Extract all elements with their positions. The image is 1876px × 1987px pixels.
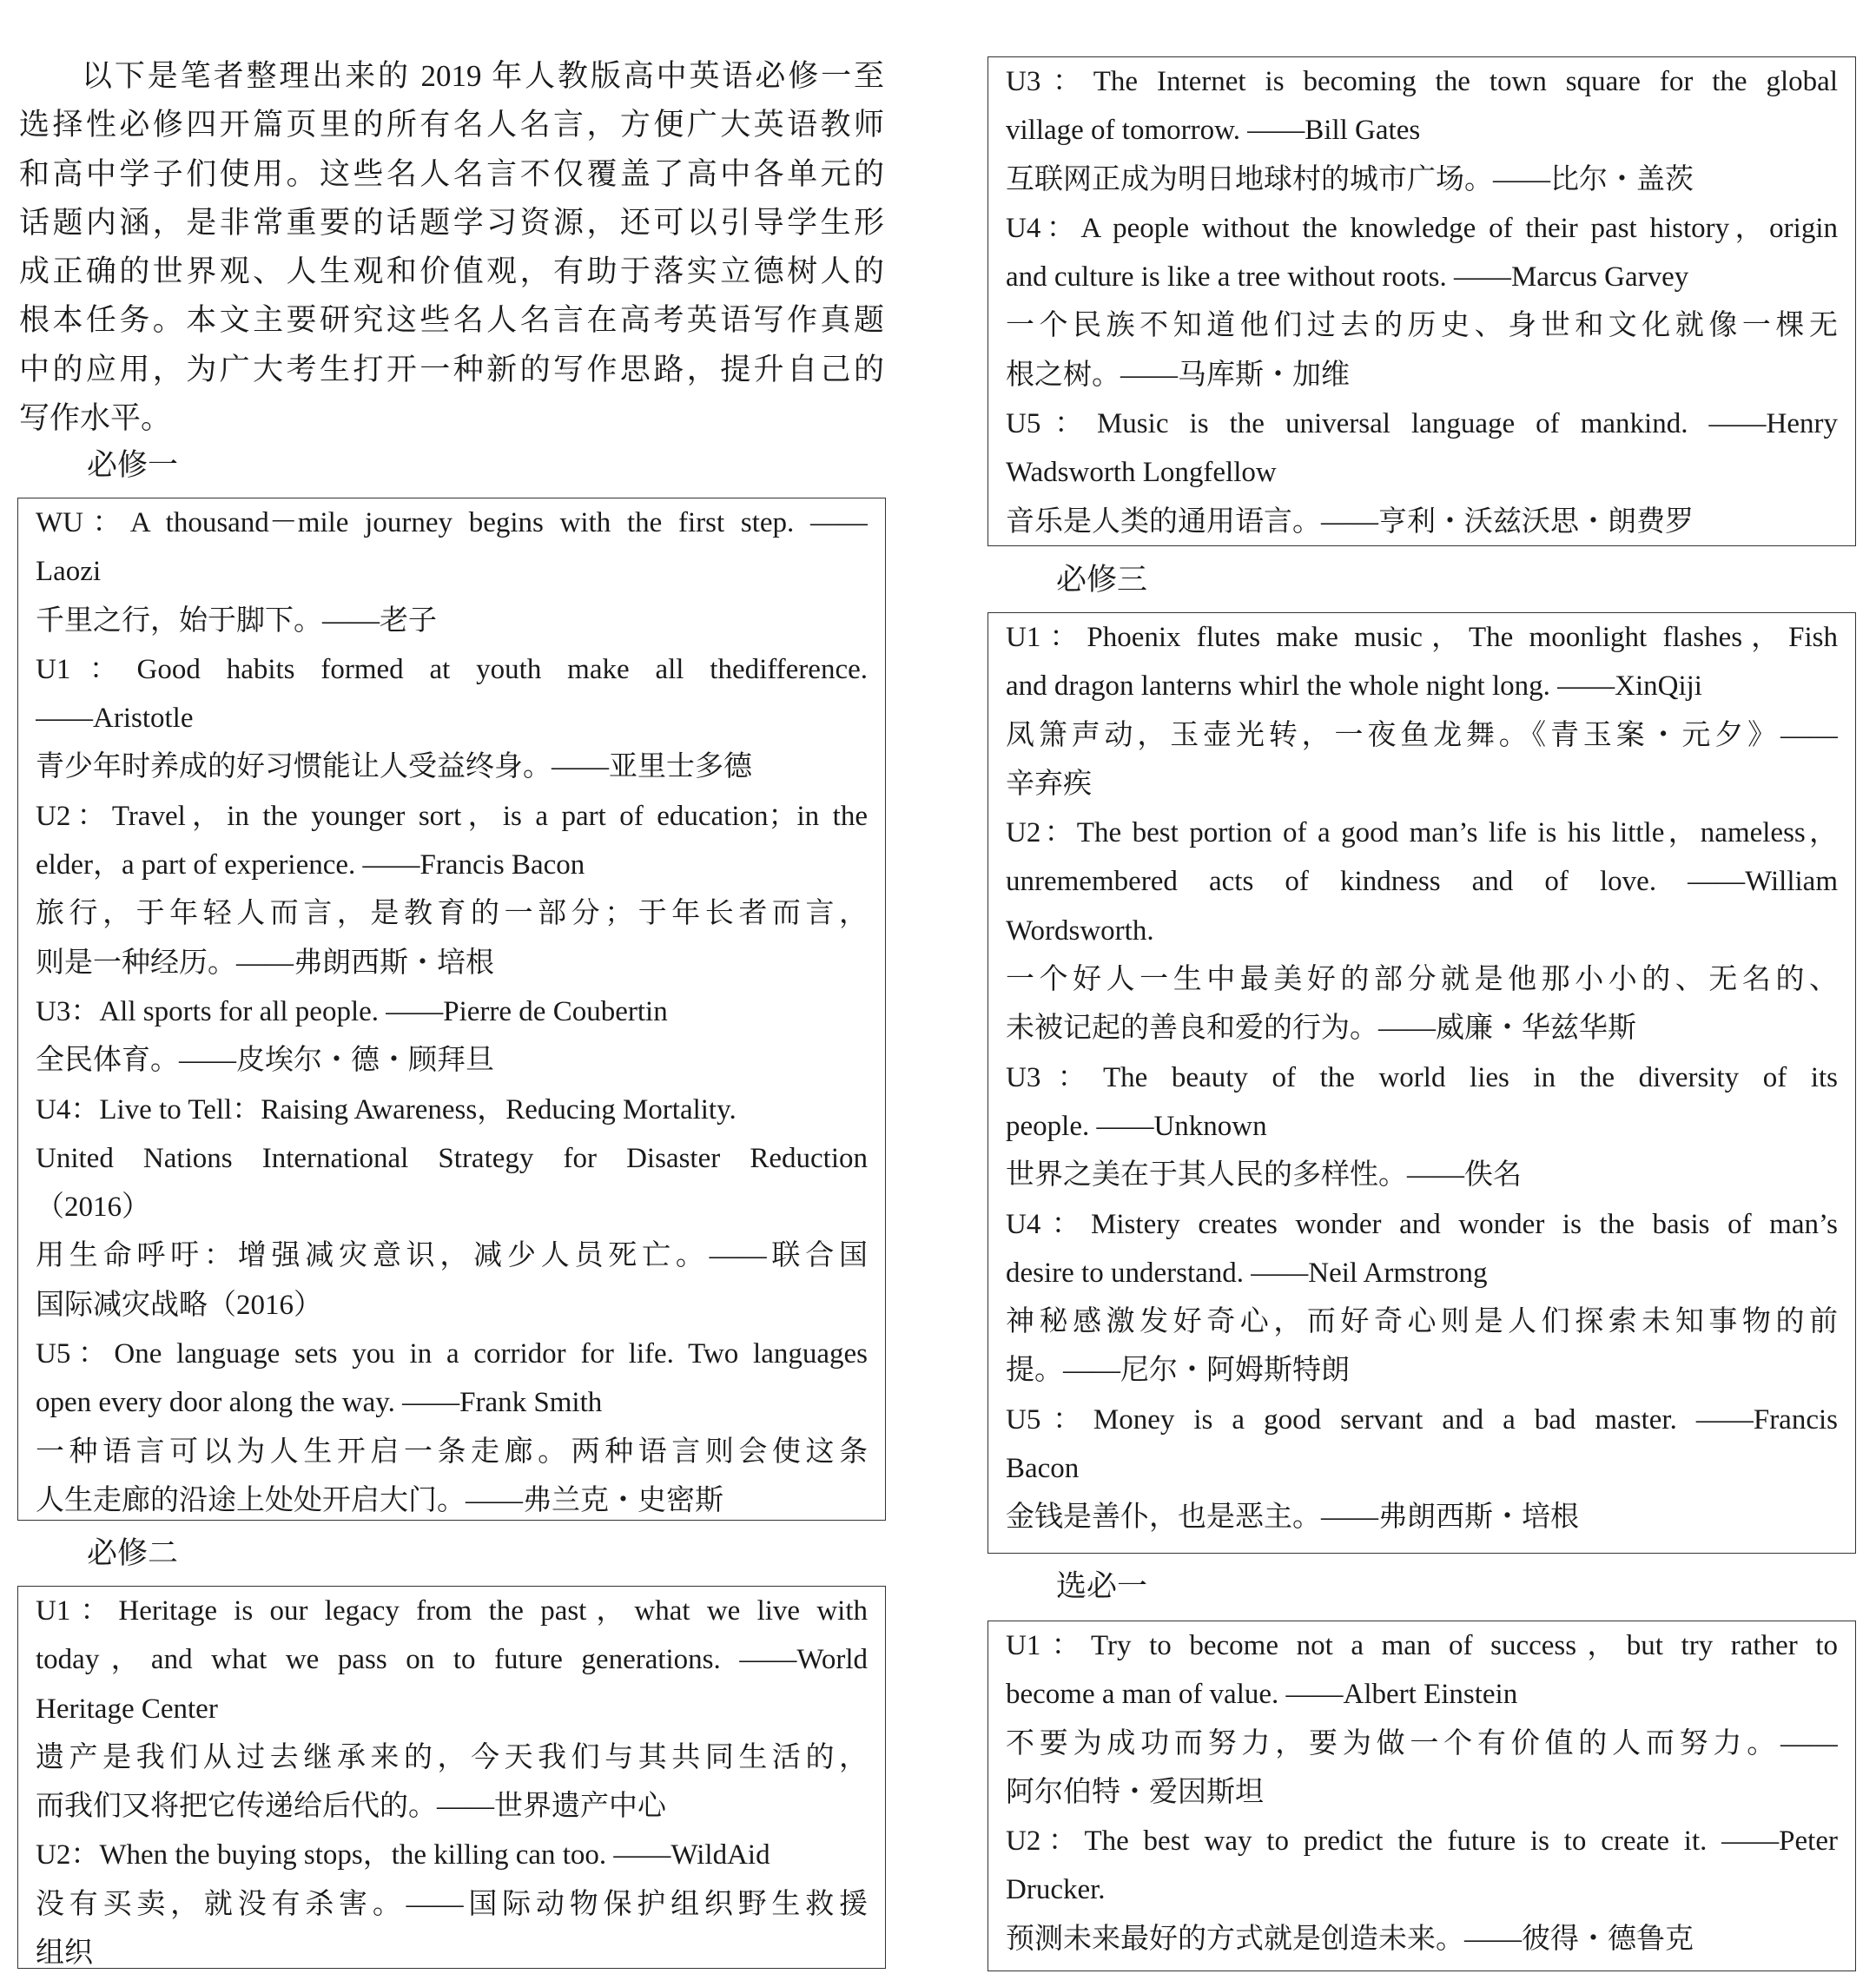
quote-english	[36, 1831, 868, 1879]
quote-line: U3：The beauty of the world lies in the diversity of its	[1006, 1061, 1838, 1093]
quote-box-bixiu-2	[17, 1586, 886, 1969]
quote-line: 辛弃疾	[1006, 768, 1092, 800]
quote-line: Wordsworth.	[1006, 914, 1154, 947]
quote-line: today，and what we pass on to future generations. ——World	[36, 1644, 868, 1676]
quote-english	[36, 1086, 868, 1134]
quote-line: （2016）	[36, 1192, 150, 1224]
quote-line: U2：When the buying stops，the killing can too. ——WildAid	[36, 1839, 770, 1871]
quote-line: U5：Money is a good servant and a bad master. ——Francis	[1006, 1403, 1838, 1436]
quote-english	[1006, 1621, 1838, 1720]
quote-line: 一个民族不知道他们过去的历史、身世和文化就像一棵无	[1006, 310, 1838, 342]
quote-english	[1006, 1817, 1838, 1915]
quote-english	[1006, 613, 1838, 711]
quote-line: 用生命呼吁：增强减灾意识，减少人员死亡。——联合国	[36, 1240, 868, 1272]
quote-line: United Nations International Strategy for Disaster Reduction	[36, 1142, 868, 1174]
quote-line: and dragon lanterns whirl the whole night long. ——XinQiji	[1006, 670, 1702, 703]
quote-chinese	[1006, 1493, 1838, 1541]
quote-chinese	[1006, 1720, 1838, 1818]
quote-line: 没有买卖，就没有杀害。——国际动物保护组织野生救援	[36, 1888, 868, 1920]
quote-english	[36, 1134, 868, 1232]
quote-line: U2：The best way to predict the future is to create it. ——Peter	[1006, 1825, 1838, 1858]
intro-line: 以下是笔者整理出来的 2019 年人教版高中英语必修一至	[82, 59, 884, 93]
quote-chinese	[36, 743, 868, 791]
quote-box-xuanbi-1	[988, 1621, 1856, 1971]
quote-line: Drucker.	[1006, 1874, 1106, 1906]
quote-chinese	[36, 1880, 868, 1978]
quote-box-bixiu-2-continued	[988, 56, 1856, 546]
quote-line: 不要为成功而努力，要为做一个有价值的人而努力。——	[1006, 1727, 1838, 1759]
quote-line: 全民体育。——皮埃尔・德・顾拜旦	[36, 1045, 494, 1077]
quote-chinese	[36, 1231, 868, 1330]
quote-line: 世界之美在于其人民的多样性。——佚名	[1006, 1159, 1522, 1192]
quote-line: 国际减灾战略（2016）	[36, 1289, 322, 1321]
quote-chinese	[1006, 955, 1838, 1053]
quote-line: Laozi	[36, 556, 102, 588]
quote-chinese	[1006, 1297, 1838, 1396]
quote-line: elder，a part of experience. ——Francis Bacon	[36, 849, 585, 881]
quote-line: WU：A thousand－mile journey begins with the first step. ——	[36, 507, 868, 538]
quote-chinese	[1006, 1151, 1838, 1199]
quote-line: become a man of value. ——Albert Einstein	[1006, 1679, 1518, 1711]
quote-chinese	[36, 1428, 868, 1526]
intro-line: 根本任务。本文主要研究这些名人名言在高考英语写作真题	[19, 303, 884, 338]
quote-line: U3：The Internet is becoming the town square for the global	[1006, 66, 1838, 97]
quote-line: U3：All sports for all people. ——Pierre de Coubertin	[36, 995, 668, 1027]
quote-english	[36, 987, 868, 1036]
quote-line: 凤箫声动，玉壶光转，一夜鱼龙舞。《青玉案・元夕》——	[1006, 719, 1838, 751]
quote-line: 未被记起的善良和爱的行为。——威廉・华兹华斯	[1006, 1013, 1636, 1045]
quote-line: 青少年时养成的好习惯能让人受益终身。——亚里士多德	[36, 751, 752, 783]
quote-chinese	[36, 597, 868, 645]
quote-line: 一种语言可以为人生开启一条走廊。两种语言则会使这条	[36, 1436, 868, 1468]
intro-line: 话题内涵，是非常重要的话题学习资源，还可以引导学生形	[19, 205, 884, 240]
quote-line: 则是一种经历。——弗朗西斯・培根	[36, 947, 494, 979]
quote-line: village of tomorrow. ——Bill Gates	[1006, 115, 1421, 147]
quote-line: 遗产是我们从过去继承来的，今天我们与其共同生活的，	[36, 1741, 868, 1773]
heading-xuanbi-1: 选必一	[1056, 1569, 1148, 1603]
quote-line: 而我们又将把它传递给后代的。——世界遗产中心	[36, 1791, 666, 1823]
quote-english	[36, 645, 868, 743]
quote-line: 千里之行，始于脚下。——老子	[36, 604, 437, 637]
quote-line: U2：Travel，in the younger sort，is a part of education；in the	[36, 800, 868, 832]
quote-english	[36, 1330, 868, 1428]
quote-english	[1006, 1053, 1838, 1152]
quote-english	[1006, 1396, 1838, 1494]
quote-chinese	[36, 1733, 868, 1832]
quote-line: Heritage Center	[36, 1693, 218, 1725]
quote-line: 金钱是善仆，也是恶主。——弗朗西斯・培根	[1006, 1502, 1579, 1534]
quote-english	[1006, 399, 1838, 498]
quote-line: U5：Music is the universal language of mankind. ——Henry	[1006, 408, 1838, 440]
heading-bixiu-2: 必修二	[87, 1536, 179, 1570]
quote-line: U1：Try to become not a man of success，but try rather to	[1006, 1630, 1838, 1661]
quote-line: Wadsworth Longfellow	[1006, 457, 1277, 489]
quote-english	[36, 792, 868, 890]
quote-line: 神秘感激发好奇心，而好奇心则是人们探索未知事物的前	[1006, 1306, 1838, 1338]
quote-chinese	[1006, 155, 1838, 204]
heading-bixiu-1: 必修一	[87, 448, 179, 482]
quote-english	[1006, 809, 1838, 955]
quote-line: U1：Heritage is our legacy from the past，what we live with	[36, 1595, 868, 1627]
quote-line: open every door along the way. ——Frank Smith	[36, 1387, 603, 1419]
intro-line: 成正确的世界观、人生观和价值观，有助于落实立德树人的	[19, 254, 884, 289]
quote-line: 提。——尼尔・阿姆斯特朗	[1006, 1355, 1350, 1387]
quote-line: U1：Good habits formed at youth make all thedifference.	[36, 653, 868, 685]
quote-line: unremembered acts of kindness and of love. ——William	[1006, 866, 1838, 898]
heading-bixiu-3: 必修三	[1056, 563, 1148, 597]
quote-english	[1006, 1200, 1838, 1298]
quote-box-bixiu-1	[17, 498, 886, 1521]
quote-line: 旅行，于年轻人而言，是教育的一部分；于年长者而言，	[36, 898, 868, 930]
quote-line: and culture is like a tree without roots. ——Marcus Garvey	[1006, 261, 1689, 294]
quote-line: U1：Phoenix flutes make music，The moonlight flashes，Fish	[1006, 622, 1838, 653]
quote-line: Bacon	[1006, 1453, 1080, 1485]
quote-line: 一个好人一生中最美好的部分就是他那小小的、无名的、	[1006, 964, 1838, 996]
quote-line: 音乐是人类的通用语言。——亨利・沃兹沃思・朗费罗	[1006, 505, 1694, 538]
quote-line: 根之树。——马库斯・加维	[1006, 359, 1350, 391]
quote-chinese	[36, 889, 868, 987]
quote-line: 阿尔伯特・爱因斯坦	[1006, 1776, 1264, 1808]
quote-english	[36, 498, 868, 597]
quote-line: U4：Mistery creates wonder and wonder is the basis of man’s	[1006, 1208, 1838, 1240]
quote-chinese	[1006, 1915, 1838, 1964]
quote-line: desire to understand. ——Neil Armstrong	[1006, 1257, 1488, 1289]
quote-line: ——Aristotle	[36, 703, 194, 735]
quote-line: 预测未来最好的方式就是创造未来。——彼得・德鲁克	[1006, 1923, 1694, 1955]
quote-english	[1006, 204, 1838, 302]
intro-paragraph	[19, 52, 884, 443]
quote-line: U2：The best portion of a good man’s life is his little，nameless，	[1006, 817, 1838, 849]
intro-line: 和高中学子们使用。这些名人名言不仅覆盖了高中各单元的	[19, 156, 884, 191]
quote-line: 组织	[36, 1937, 93, 1970]
quote-chinese	[36, 1036, 868, 1085]
quote-line: U4：Live to Tell：Raising Awareness，Reducing Mortality.	[36, 1093, 737, 1126]
quote-chinese	[1006, 498, 1838, 546]
intro-line: 写作水平。	[19, 401, 172, 436]
intro-line: 选择性必修四开篇页里的所有名人名言，方便广大英语教师	[19, 108, 884, 142]
quote-line: U5：One language sets you in a corridor for life. Two languages	[36, 1338, 868, 1370]
quote-box-bixiu-3	[988, 612, 1856, 1554]
intro-line: 中的应用，为广大考生打开一种新的写作思路，提升自己的	[19, 352, 884, 386]
quote-english	[1006, 57, 1838, 155]
quote-line: U4：A people without the knowledge of their past history，origin	[1006, 212, 1838, 244]
quote-line: 互联网正成为明日地球村的城市广场。——比尔・盖茨	[1006, 163, 1694, 195]
quote-english	[36, 1587, 868, 1733]
quote-line: 人生走廊的沿途上处处开启大门。——弗兰克・史密斯	[36, 1484, 723, 1516]
quote-chinese	[1006, 711, 1838, 809]
quote-chinese	[1006, 301, 1838, 399]
quote-line: people. ——Unknown	[1006, 1110, 1267, 1142]
